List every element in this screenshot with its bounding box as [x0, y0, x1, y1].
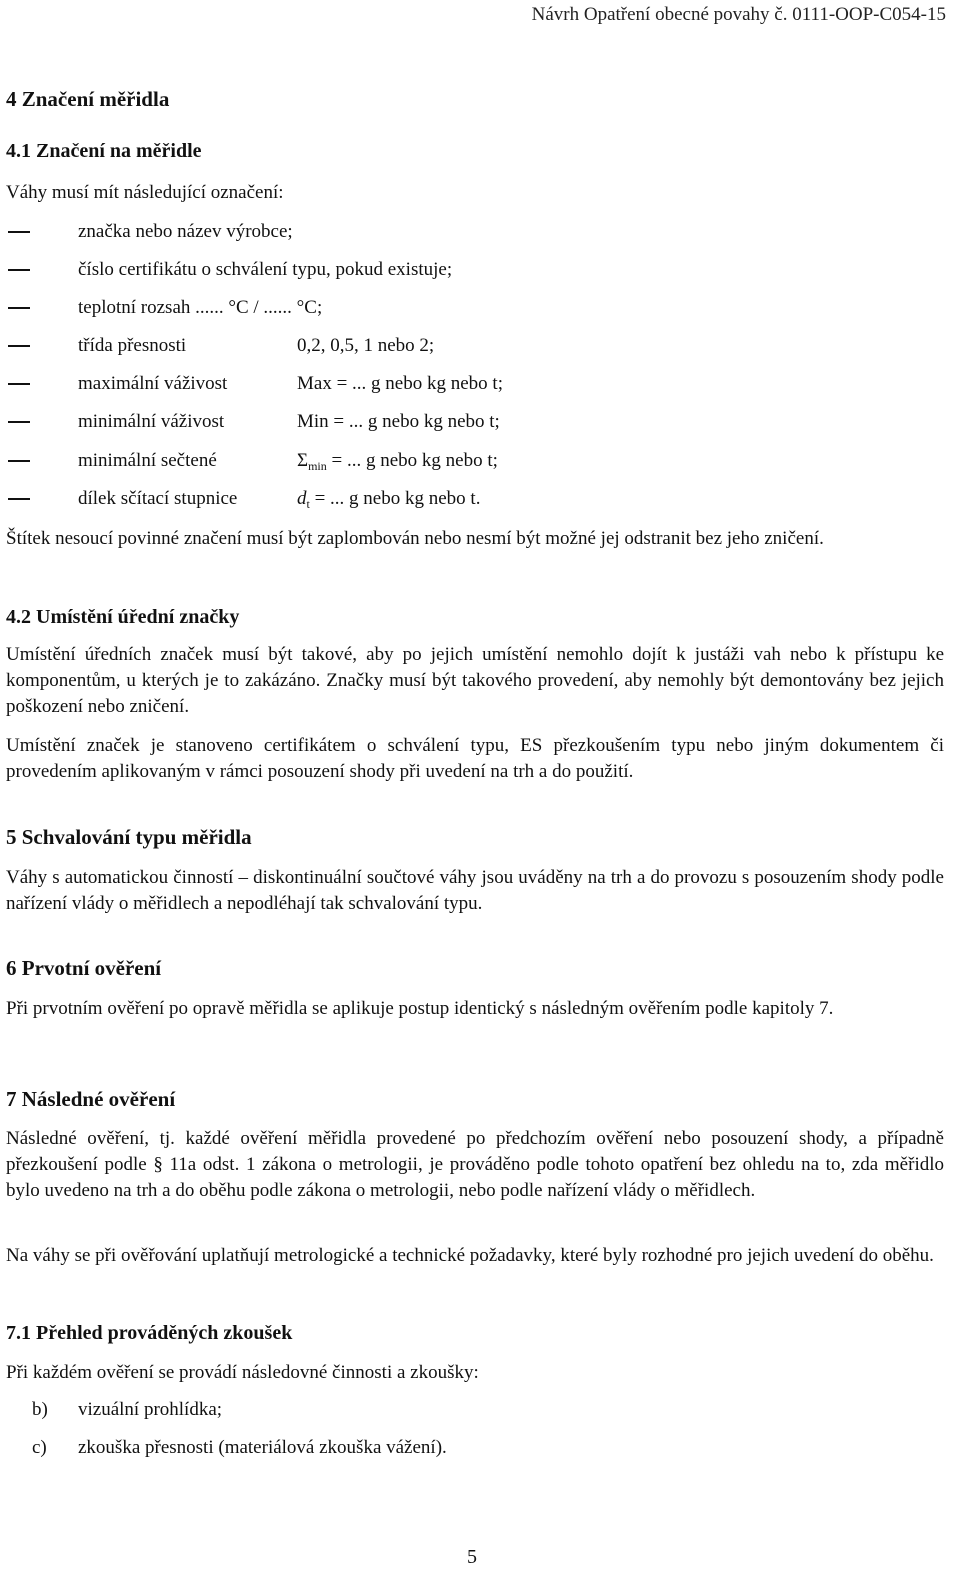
paragraph: Umístění značek je stanoveno certifikátem o schválení typu, ES přezkoušením typu nebo jiným dokumentem či provedením aplikovaným v rámci posouzení shody při uvedení na trh a do použití. [6, 735, 944, 782]
enum-letter: b) [32, 1399, 48, 1420]
subsection-heading-7-1: 7.1 Přehled prováděných zkoušek [6, 1322, 293, 1344]
d-subscript: t [306, 497, 310, 511]
dash-bullet [8, 421, 30, 423]
item-label: teplotní rozsah ...... °C / ...... °C; [78, 297, 323, 318]
item-label: maximální váživost [78, 373, 228, 394]
sigma-subscript: min [308, 459, 327, 473]
dash-bullet [8, 307, 30, 309]
value-text: = ... g nebo kg nebo t. [309, 488, 481, 509]
item-label: minimální sečtené [78, 450, 217, 471]
item-label: číslo certifikátu o schválení typu, pokud existuje; [78, 259, 453, 280]
dash-bullet [8, 231, 30, 233]
item-label: minimální váživost [78, 411, 225, 432]
section-heading-7: 7 Následné ověření [6, 1087, 176, 1111]
item-label: značka nebo název výrobce; [78, 221, 293, 242]
dash-bullet [8, 460, 30, 462]
enum-item [0, 1435, 940, 1461]
list-item [0, 409, 940, 435]
paragraph: Na váhy se při ověřování uplatňují metrologické a technické požadavky, které byly rozhodné pro jejich uvedení do oběhu. [6, 1245, 934, 1266]
d-symbol: d [297, 488, 307, 509]
item-value [297, 448, 498, 479]
paragraph: Štítek nesoucí povinné značení musí být zaplombován nebo nesmí být možné jej odstranit bez jeho zničení. [6, 528, 824, 549]
paragraph: Umístění úředních značek musí být takové, aby po jejich umístění nemohlo dojít k justáži vah nebo k přístupu ke komponentům, u kterých je to zakázáno. Značky musí být takového provedení, aby nemohly být demontovány bez jejich poškození nebo zničení. [6, 644, 944, 717]
dash-bullet [8, 345, 30, 347]
list-item [0, 219, 940, 245]
item-value: 0,2, 0,5, 1 nebo 2; [297, 335, 435, 356]
value-text: = ... g nebo kg nebo t; [326, 450, 498, 471]
paragraph: Při prvotním ověření po opravě měřidla se aplikuje postup identický s následným ověřením podle kapitoly 7. [6, 998, 834, 1019]
list-intro: Při každém ověření se provádí následovné činnosti a zkoušky: [6, 1362, 479, 1383]
enum-text: vizuální prohlídka; [78, 1399, 223, 1420]
dash-bullet [8, 383, 30, 385]
item-label: třída přesnosti [78, 335, 187, 356]
sigma-symbol: Σ [297, 450, 309, 471]
page-header: Návrh Opatření obecné povahy č. 0111-OOP-C054-15 [531, 4, 946, 25]
list-item [0, 295, 940, 321]
enum-item [0, 1397, 940, 1423]
item-value: Max = ... g nebo kg nebo t; [297, 373, 503, 394]
dash-bullet [8, 498, 30, 500]
enum-letter: c) [32, 1437, 47, 1458]
item-label: dílek sčítací stupnice [78, 488, 238, 509]
paragraph: Váhy s automatickou činností – diskontinuální součtové váhy jsou uváděny na trh a do provozu s posouzením shody podle nařízení vlády o měřidlech a nepodléhají tak schvalování typu. [6, 867, 944, 914]
dash-bullet [8, 269, 30, 271]
subsection-heading-4-1: 4.1 Značení na měřidle [6, 140, 202, 162]
section-heading-6: 6 Prvotní ověření [6, 956, 162, 980]
list-item [0, 257, 940, 283]
list-item [0, 333, 940, 359]
paragraph: Následné ověření, tj. každé ověření měřidla provedené po předchozím ověření nebo posouzení shody, a případně přezkoušení podle § 11a odst. 1 zákona o metrologii, je prováděno podle tohoto opatření bez ohledu na to, zda měřidlo bylo uvedeno na trh a do oběhu podle zákona o metrologii, nebo podle nařízení vlády o měřidlech. [6, 1128, 944, 1201]
enum-text: zkouška přesnosti (materiálová zkouška vážení). [78, 1437, 447, 1458]
section-heading-5: 5 Schvalování typu měřidla [6, 825, 252, 849]
list-item [0, 486, 940, 512]
list-intro: Váhy musí mít následující označení: [6, 182, 284, 203]
item-value [297, 486, 480, 517]
item-value: Min = ... g nebo kg nebo t; [297, 411, 500, 432]
list-item [0, 371, 940, 397]
section-heading-4: 4 Značení měřidla [6, 87, 170, 111]
subsection-heading-4-2: 4.2 Umístění úřední značky [6, 606, 240, 628]
list-item [0, 448, 940, 474]
page-number: 5 [467, 1546, 477, 1568]
